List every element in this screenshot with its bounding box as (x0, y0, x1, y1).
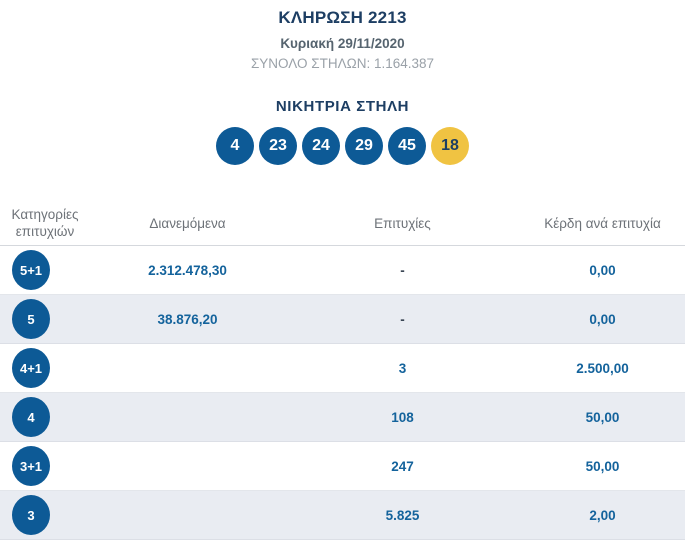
category-ball: 3+1 (12, 446, 50, 486)
category-ball: 4 (12, 397, 50, 437)
winners-value: - (400, 262, 405, 278)
winners-value: 108 (391, 409, 414, 425)
winning-numbers-row (0, 127, 685, 165)
winners-value: 247 (391, 458, 414, 474)
winning-number-ball: 24 (302, 127, 340, 165)
category-cell (0, 495, 90, 535)
winning-number-ball: 29 (345, 127, 383, 165)
distributed-value: 2.312.478,30 (148, 262, 227, 278)
prize-per-winner-value: 0,00 (589, 311, 616, 327)
prize-per-winner-value: 2.500,00 (576, 360, 629, 376)
category-cell (0, 348, 90, 388)
category-ball: 5+1 (12, 250, 50, 290)
winners-value: 3 (398, 360, 407, 376)
category-ball: 5 (12, 299, 50, 339)
table-row (0, 393, 685, 442)
category-cell (0, 250, 90, 290)
table-header-row (0, 201, 685, 246)
prize-per-winner-value: 50,00 (585, 409, 620, 425)
draw-title: ΚΛΗΡΩΣΗ 2213 (278, 8, 407, 27)
winning-number-ball: 23 (259, 127, 297, 165)
table-row (0, 246, 685, 295)
winning-number-ball: 45 (388, 127, 426, 165)
winning-number-ball: 4 (216, 127, 254, 165)
column-header-prize: Κέρδη ανά επιτυχία (544, 215, 661, 231)
prize-per-winner-value: 2,00 (589, 507, 616, 523)
column-header-distributed: Διανεμόμενα (149, 215, 226, 231)
bonus-number-ball: 18 (431, 127, 469, 165)
winning-column-title: ΝΙΚΗΤΡΙΑ ΣΤΗΛΗ (275, 98, 410, 115)
table-row (0, 442, 685, 491)
winners-value: 5.825 (385, 507, 420, 523)
winners-value: - (400, 311, 405, 327)
category-ball: 4+1 (12, 348, 50, 388)
draw-date: Κυριακή 29/11/2020 (280, 36, 405, 51)
table-row (0, 491, 685, 540)
total-columns-label: ΣΥΝΟΛΟ ΣΤΗΛΩΝ: 1.164.387 (250, 56, 435, 71)
column-header-winners: Επιτυχίες (374, 215, 431, 231)
prize-per-winner-value: 50,00 (585, 458, 620, 474)
distributed-value: 38.876,20 (157, 311, 218, 327)
category-cell (0, 299, 90, 339)
table-row (0, 295, 685, 344)
category-ball: 3 (12, 495, 50, 535)
table-body (0, 246, 685, 540)
table-row (0, 344, 685, 393)
category-cell (0, 446, 90, 486)
category-cell (0, 397, 90, 437)
column-header-categories: Κατηγορίες επιτυχιών (11, 207, 79, 239)
prize-per-winner-value: 0,00 (589, 262, 616, 278)
results-table (0, 201, 685, 540)
